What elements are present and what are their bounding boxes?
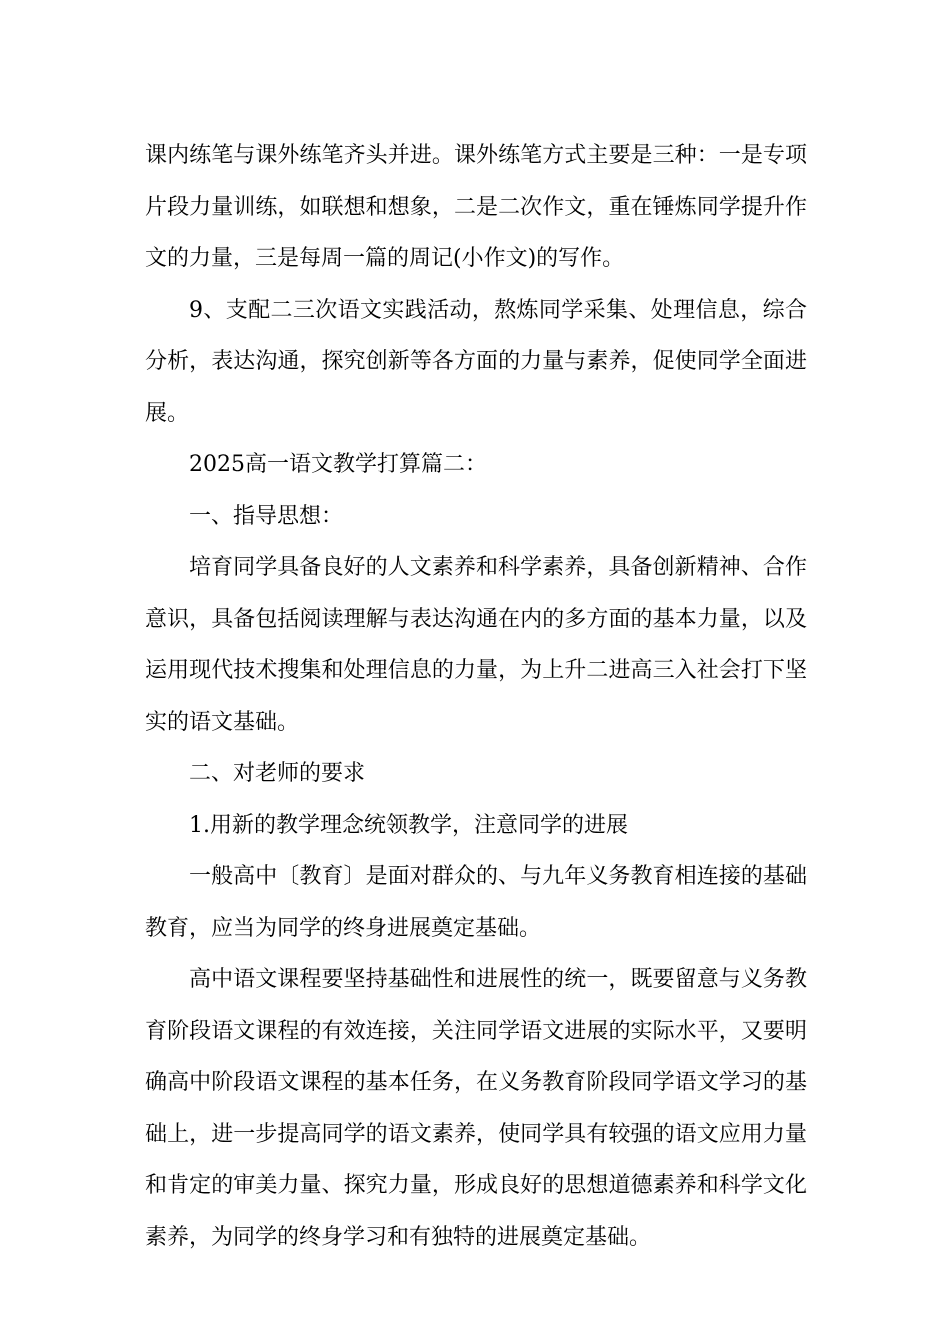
paragraph: 一般高中〔教育〕是面对群众的、与九年义务教育相连接的基础教育，应当为同学的终身进展奠定基础。 xyxy=(145,864,807,941)
section-heading: 2025高一语文教学打算篇二： xyxy=(189,452,487,477)
section-heading: 一、指导思想： xyxy=(189,503,344,529)
paragraph: 课内练笔与课外练笔齐头并进。课外练笔方式主要是三种：一是专项片段力量训练，如联想和想象，二是二次作文，重在锤炼同学提升作文的力量，三是每周一篇的周记(小作文)的写作。 xyxy=(145,143,807,271)
paragraph: 高中语文课程要坚持基础性和进展性的统一，既要留意与义务教育阶段语文课程的有效连接，关注同学语文进展的实际水平，又要明确高中阶段语文课程的基本任务，在义务教育阶段同学语文学习的基础上，进一步提高同学的语文素养，使同学具有较强的语文应用力量和肯定的审美力量、探究力量，形成良好的思想道德素养和科学文化素养，为同学的终身学习和有独特的进展奠定基础。 xyxy=(145,967,807,1250)
subsection-heading: 1.用新的教学理念统领教学，注意同学的进展 xyxy=(189,812,628,838)
section-heading: 二、对老师的要求 xyxy=(189,761,366,786)
paragraph: 培育同学具备良好的人文素养和科学素养，具备创新精神、合作意识，具备包括阅读理解与表达沟通在内的多方面的基本力量，以及运用现代技术搜集和处理信息的力量，为上升二进高三入社会打下坚实的语文基础。 xyxy=(145,555,807,735)
paragraph: 9、支配二三次语文实践活动，熬炼同学采集、处理信息，综合分析，表达沟通，探究创新等各方面的力量与素养，促使同学全面进展。 xyxy=(145,297,807,426)
document-body xyxy=(145,130,807,1263)
